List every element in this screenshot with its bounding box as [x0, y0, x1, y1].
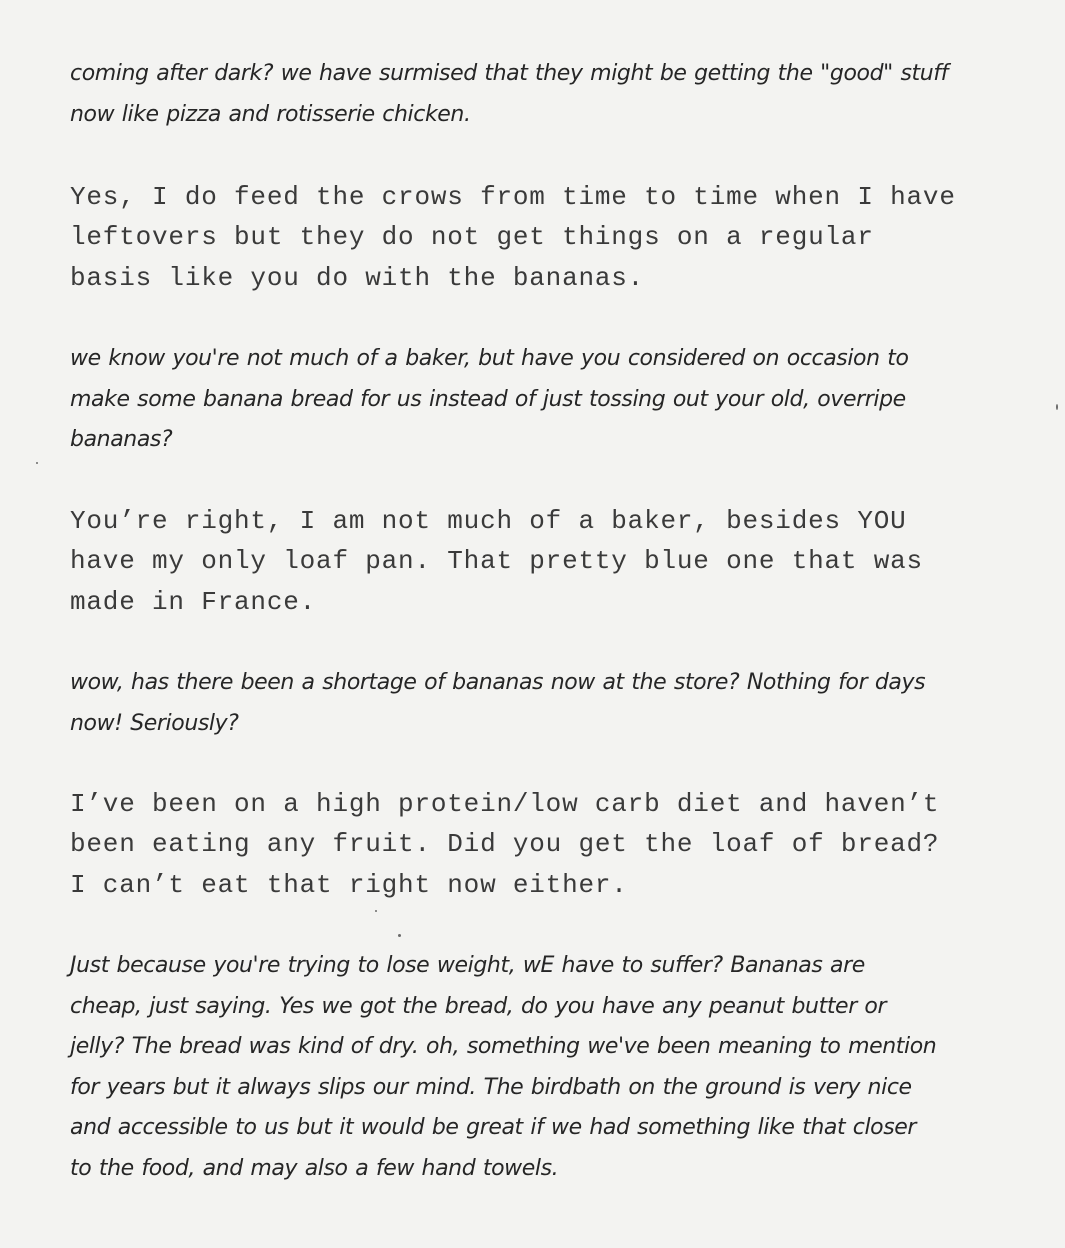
crow-paragraph: we know you're not much of a baker, but have you considered on occasion to make some banana bread for us instead of just tossing out your old, overripe bananas? — [70, 346, 909, 452]
human-reply-paragraph: You’re right, I am not much of a baker, besides YOU have my only loaf pan. That pretty blue one that was made in France. — [70, 506, 923, 617]
paper-speck — [398, 934, 401, 937]
crow-paragraph: coming after dark? we have surmised that they might be getting the "good" stuff now like pizza and rotisserie chicken. — [70, 61, 948, 127]
paper-speck — [375, 910, 377, 912]
crow-paragraph: wow, has there been a shortage of bananas now at the store? Nothing for days now! Seriously? — [70, 670, 926, 736]
human-reply-paragraph: I’ve been on a high protein/low carb diet and haven’t been eating any fruit. Did you get the loaf of bread? I can’t eat that right now either. — [70, 789, 940, 900]
paper-speck — [1056, 404, 1058, 410]
crow-paragraph: Just because you're trying to lose weight, wE have to suffer? Bananas are cheap, just saying. Yes we got the bread, do you have any peanut butter or jelly? The bread was kind of dry. oh, something we've been meaning to mention for years but it always slips our mind. The birdbath on the ground is very nice and accessible to us but it would be great if we had something like that closer to the food, and may also a few hand towels. — [70, 953, 937, 1181]
paper-speck — [36, 462, 38, 464]
human-reply-paragraph: Yes, I do feed the crows from time to time when I have leftovers but they do not get things on a regular basis like you do with the bananas. — [70, 182, 956, 293]
